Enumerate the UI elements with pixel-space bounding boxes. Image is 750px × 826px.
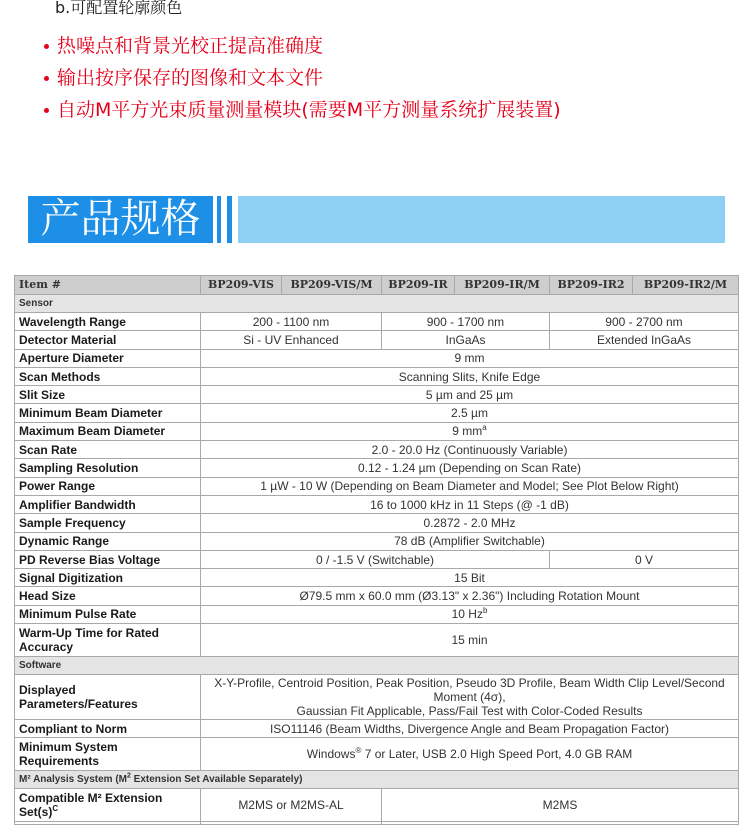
table-row [15,569,739,587]
row-value: 900 - 2700 nm [550,313,739,331]
row-value-cell [201,738,739,771]
table-row [15,422,739,440]
row-value: 7 or Later, USB 2.0 High Speed Port, 4.0 GB RAM [361,747,633,762]
row-value: 9 mm [452,424,483,439]
row-label: PD Reverse Bias Voltage [15,550,201,568]
table-row [15,605,739,623]
row-value: 9 mm [201,349,739,367]
superscript: 2 [127,772,131,780]
section-row-m2-analysis [15,771,739,789]
table-row [15,386,739,404]
row-value-line: X-Y-Profile, Centroid Position, Peak Position, Pseudo 3D Profile, Beam Width Clip Level/Second Moment (4σ), [214,676,725,705]
feature-bullet [40,30,561,62]
row-value: 0 V [550,550,739,568]
table-row [15,459,739,477]
row-label: Dynamic Range [15,532,201,550]
footnote-marker: C [52,804,59,814]
row-value: Ø79.5 mm x 60.0 mm (Ø3.13" x 2.36") Including Rotation Mount [201,587,739,605]
row-label: Head Size [15,587,201,605]
row-value [382,822,739,825]
row-value: ISO11146 (Beam Widths, Divergence Angle and Beam Propagation Factor) [201,720,739,738]
table-row-partial [15,822,739,825]
bullet-dot-icon [40,34,57,58]
row-value: 2.5 µm [201,404,739,422]
table-row [15,495,739,513]
row-label: Displayed Parameters/Features [15,675,201,720]
row-label: Wavelength Range [15,313,201,331]
row-value-cell [201,605,739,623]
row-label: Slit Size [15,386,201,404]
row-value: M2MS [382,789,739,822]
row-label: Aperture Diameter [15,349,201,367]
feature-bullet-list [40,30,561,126]
feature-bullet-text: 自动M平方光束质量测量模块(需要M平方测量系统扩展装置) [57,99,561,121]
section-title: 产品规格 [28,196,213,243]
row-value: Extended InGaAs [550,331,739,349]
configurable-profile-color-item: b.可配置轮廓颜色 [55,0,183,17]
footnote-marker: a [482,423,487,433]
model-header: BP209-IR [382,276,455,295]
row-label [15,822,201,825]
row-value: 1 µW - 10 W (Depending on Beam Diameter and Model; See Plot Below Right) [201,477,739,495]
row-value-cell [201,422,739,440]
row-value: InGaAs [382,331,550,349]
row-value: 5 µm and 25 µm [201,386,739,404]
row-label: Power Range [15,477,201,495]
row-value: 2.0 - 20.0 Hz (Continuously Variable) [201,441,739,459]
section-row-sensor [15,295,739,313]
row-label: Compliant to Norm [15,720,201,738]
row-label: Scan Rate [15,441,201,459]
table-row [15,587,739,605]
row-label: Scan Methods [15,367,201,385]
footnote-marker: b [482,606,488,616]
row-label: Sample Frequency [15,514,201,532]
row-label: Amplifier Bandwidth [15,495,201,513]
section-label: Extension Set Available Separately) [130,773,303,785]
table-row [15,477,739,495]
banner-stripe [227,196,232,243]
row-value: 15 min [201,624,739,657]
row-value: Scanning Slits, Knife Edge [201,367,739,385]
row-value: 200 - 1100 nm [201,313,382,331]
row-value: 900 - 1700 nm [382,313,550,331]
row-value: 78 dB (Amplifier Switchable) [201,532,739,550]
row-label-cell [15,789,201,822]
product-specs-banner [28,196,725,243]
banner-bar [238,196,725,243]
row-value: Windows [306,747,356,762]
table-header-row [15,276,739,295]
row-label: Compatible M² Extension Set(s) [19,791,163,820]
table-row [15,331,739,349]
bullet-dot-icon [40,98,57,122]
item-number-header: Item # [15,276,201,295]
table-row [15,441,739,459]
row-value: M2MS or M2MS-AL [201,789,382,822]
registered-mark: ® [355,746,362,756]
row-label: Minimum System Requirements [15,738,201,771]
model-header: BP209-IR/M [455,276,550,295]
table-row [15,367,739,385]
feature-bullet [40,94,561,126]
table-row [15,550,739,568]
row-value: 0 / -1.5 V (Switchable) [201,550,550,568]
table-row [15,738,739,771]
model-header: BP209-IR2/M [633,276,739,295]
row-value: Si - UV Enhanced [201,331,382,349]
row-value: 0.12 - 1.24 µm (Depending on Scan Rate) [201,459,739,477]
spec-table [14,275,739,825]
feature-bullet-text: 热噪点和背景光校正提高准确度 [57,35,324,57]
table-row [15,313,739,331]
table-row [15,720,739,738]
table-row [15,404,739,422]
model-header: BP209-VIS [201,276,282,295]
table-row [15,675,739,720]
banner-stripe [217,196,221,243]
section-label: Sensor [15,295,739,313]
row-value: 0.2872 - 2.0 MHz [201,514,739,532]
table-row [15,349,739,367]
row-label: Minimum Beam Diameter [15,404,201,422]
section-row-software [15,657,739,675]
section-label: M² Analysis System (M [19,773,127,785]
bullet-dot-icon [40,66,57,90]
row-label: Sampling Resolution [15,459,201,477]
row-value-line: Gaussian Fit Applicable, Pass/Fail Test with Color-Coded Results [296,704,643,719]
row-label: Minimum Pulse Rate [15,605,201,623]
section-label-cell [15,771,739,789]
row-value: 10 Hz [451,607,483,622]
row-value: 15 Bit [201,569,739,587]
row-label: Maximum Beam Diameter [15,422,201,440]
row-label: Detector Material [15,331,201,349]
feature-bullet [40,62,561,94]
feature-bullet-text: 输出按序保存的图像和文本文件 [57,67,324,89]
row-label: Signal Digitization [15,569,201,587]
table-row [15,789,739,822]
model-header: BP209-VIS/M [282,276,382,295]
row-value-cell [201,675,739,720]
row-value [201,822,382,825]
section-label: Software [15,657,739,675]
table-row [15,624,739,657]
model-header: BP209-IR2 [550,276,633,295]
table-row [15,514,739,532]
row-value: 16 to 1000 kHz in 11 Steps (@ -1 dB) [201,495,739,513]
table-row [15,532,739,550]
row-label: Warm-Up Time for Rated Accuracy [15,624,201,657]
